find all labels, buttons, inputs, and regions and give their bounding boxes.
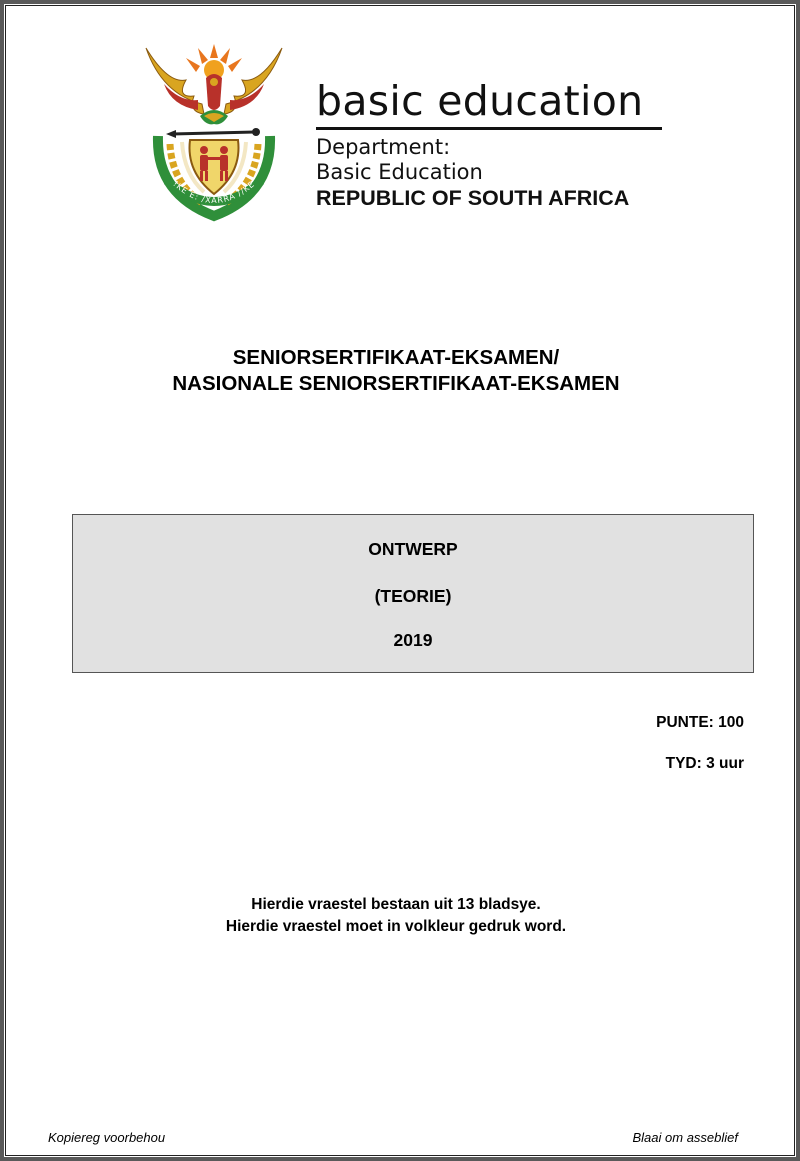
time-label: TYD: 3 uur bbox=[665, 755, 744, 772]
print-instruction-line: Hierdie vraestel moet in volkleur gedruk word. bbox=[225, 918, 567, 935]
department-branding bbox=[316, 76, 666, 211]
footer-copyright: Kopiereg voorbehou bbox=[48, 1130, 166, 1145]
subject-box bbox=[72, 514, 754, 673]
marks-label: PUNTE: 100 bbox=[656, 714, 744, 731]
exam-year: 2019 bbox=[393, 630, 433, 650]
page-count-line: Hierdie vraestel bestaan uit 13 bladsye. bbox=[251, 896, 541, 913]
footer-turn-over: Blaai om asseblief bbox=[632, 1130, 738, 1145]
brand-title: basic education bbox=[316, 77, 644, 125]
brand-divider bbox=[316, 127, 662, 130]
exam-title bbox=[4, 345, 788, 397]
paper-name: (TEORIE) bbox=[374, 586, 452, 606]
country-name: REPUBLIC OF SOUTH AFRICA bbox=[316, 185, 630, 210]
department-name: Basic Education bbox=[316, 159, 483, 184]
exam-title-line-2: NASIONALE SENIORSERTIFIKAAT-EKSAMEN bbox=[172, 372, 620, 395]
coat-of-arms-icon bbox=[142, 44, 286, 224]
crest-motto: !KE E: /XARRA //KE bbox=[171, 179, 257, 206]
department-label: Department: bbox=[316, 134, 451, 159]
page-count-note bbox=[4, 894, 788, 938]
exam-title-line-1: SENIORSERTIFIKAAT-EKSAMEN/ bbox=[232, 346, 560, 369]
subject-name: ONTWERP bbox=[368, 539, 458, 559]
